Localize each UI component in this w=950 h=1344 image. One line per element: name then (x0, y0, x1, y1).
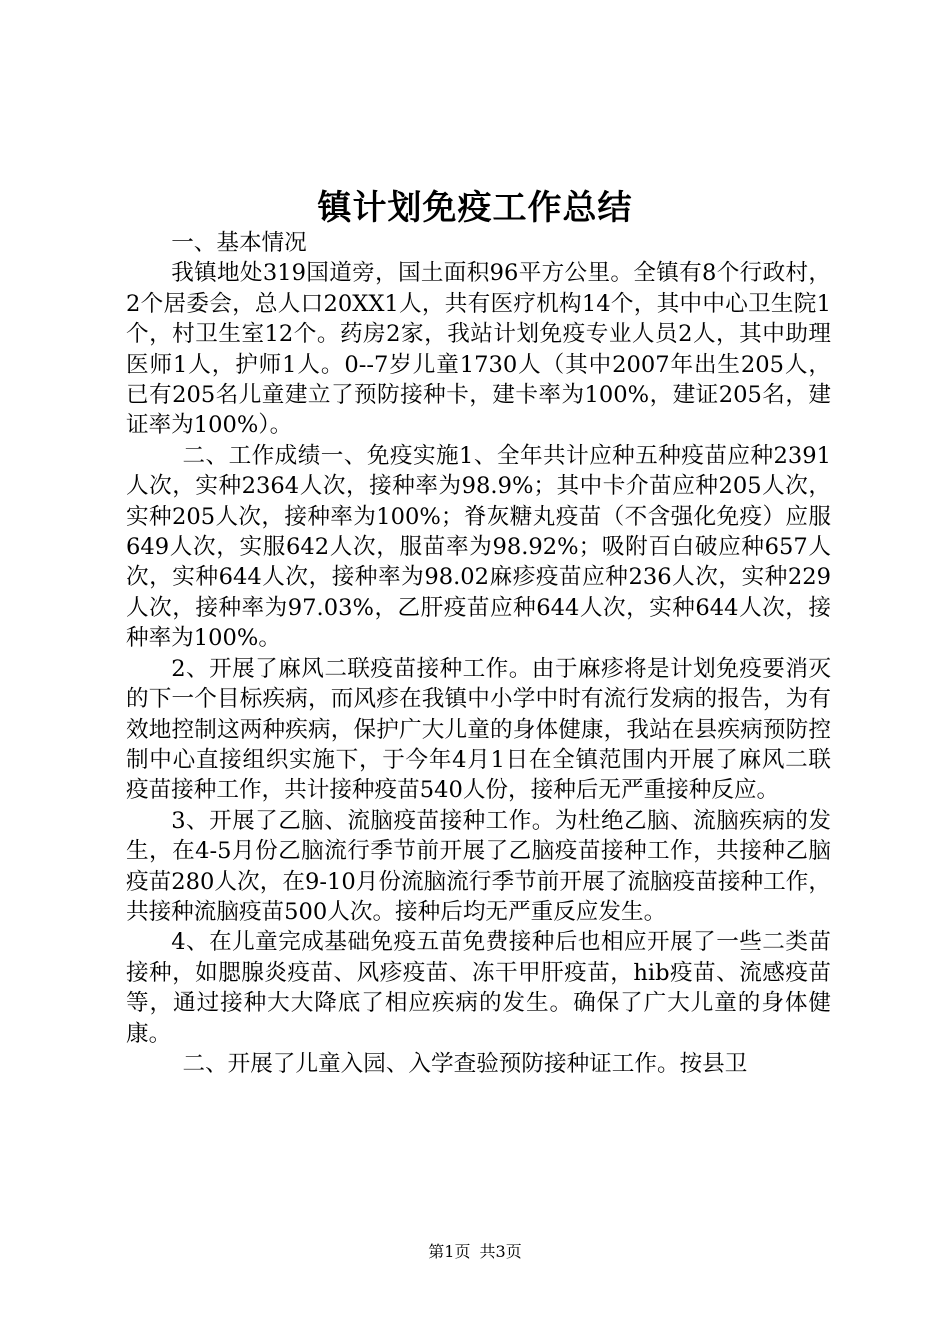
document-title: 镇计划免疫工作总结 (317, 188, 633, 228)
paragraph-class-two-vaccines: 4、在儿童完成基础免疫五苗免费接种后也相应开展了一些二类苗接种，如腮腺炎疫苗、风疹疫苗、冻干甲肝疫苗，hib疫苗、流感疫苗等，通过接种大大降底了相应疾病的发生。确保了广大儿童的身体健康。 (126, 929, 831, 1047)
document-body (126, 228, 831, 1079)
paragraph-encephalitis: 3、开展了乙脑、流脑疫苗接种工作。为杜绝乙脑、流脑疾病的发生，在4-5月份乙脑流行季节前开展了乙脑疫苗接种工作，共接种乙脑疫苗280人次，在9-10月份流脑流行季节前开展了流脑疫苗接种工作，共接种流脑疫苗500人次。接种后均无严重反应发生。 (126, 807, 831, 925)
page-footer (0, 1241, 950, 1263)
section-heading-basic-info: 一、基本情况 (171, 230, 307, 256)
page-total: 共3页 (479, 1242, 522, 1261)
paragraph-basic-info: 我镇地处319国道旁，国土面积96平方公里。全镇有8个行政村，2个居委会，总人口20XX1人，共有医疗机构14个，其中中心卫生院1个，村卫生室12个。药房2家，我站计划免疫专业人员2人，其中助理医师1人，护师1人。0--7岁儿童1730人（其中2007年出生205人，已有205名儿童建立了预防接种卡，建卡率为100%，建证205名，建证率为100%）。 (126, 260, 831, 439)
page-number: 第1页 (428, 1242, 471, 1261)
paragraph-measles-rubella: 2、开展了麻风二联疫苗接种工作。由于麻疹将是计划免疫要消灭的下一个目标疾病，而风疹在我镇中小学中时有流行发病的报告，为有效地控制这两种疾病，保护广大儿童的身体健康，我站在县疾病预防控制中心直接组织实施下，于今年4月1日在全镇范围内开展了麻风二联疫苗接种工作，共计接种疫苗540人份，接种后无严重接种反应。 (126, 655, 831, 804)
paragraph-school-check: 二、开展了儿童入园、入学查验预防接种证工作。按县卫 (182, 1050, 748, 1077)
paragraph-work-results: 二、工作成绩一、免疫实施1、全年共计应种五种疫苗应种2391人次，实种2364人次，接种率为98.9%；其中卡介苗应种205人次，实种205人次，接种率为100%；脊灰糖丸疫苗（不含强化免疫）应服649人次，实服642人次，服苗率为98.92%；吸附百白破应种657人次，实种644人次，接种率为98.02麻疹疫苗应种236人次，实种229人次，接种率为97.03%，乙肝疫苗应种644人次，实种644人次，接种率为100%。 (126, 442, 831, 652)
